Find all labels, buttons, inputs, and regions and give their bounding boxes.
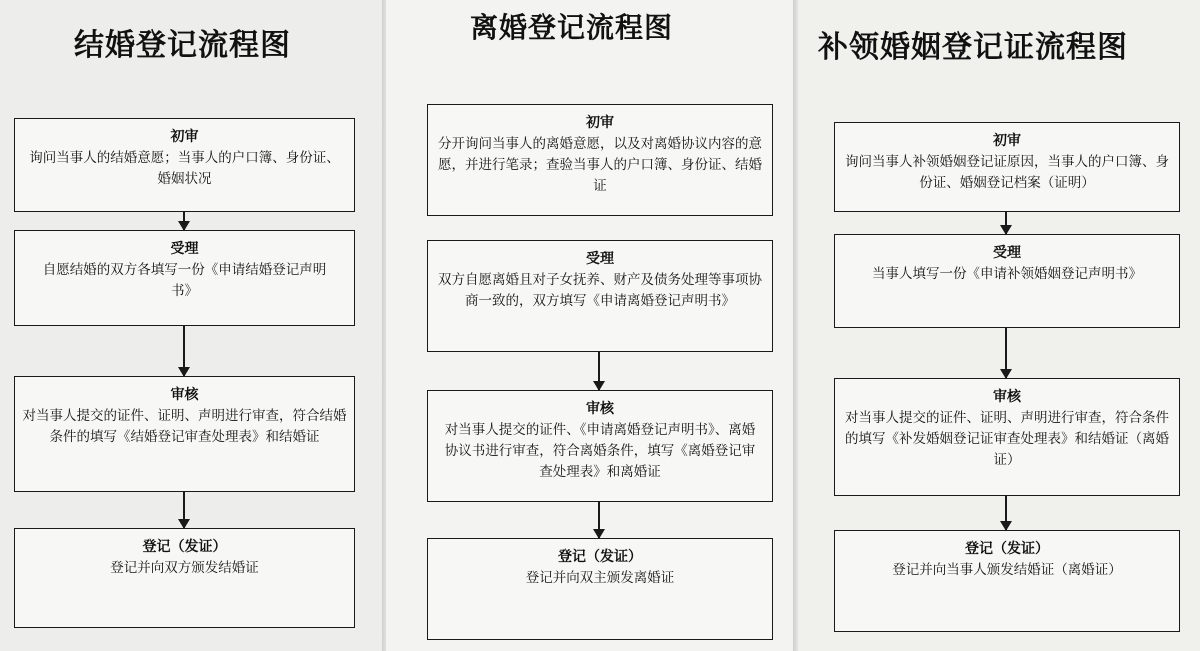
step-heading: 受理: [170, 241, 199, 257]
step-heading: 审核: [586, 401, 614, 417]
step-heading: 审核: [170, 387, 199, 403]
flow-arrow: [598, 502, 600, 538]
step-heading: 登记（发证）: [142, 539, 227, 555]
step-description: 对当事人提交的证件、证明、声明进行审查，符合结婚条件的填写《结婚登记审查处理表》和结婚证: [22, 408, 347, 445]
step-heading: 登记（发证）: [965, 541, 1049, 557]
step-description: 询问当事人的结婚意愿；当事人的户口簿、身份证、婚姻状况: [29, 150, 340, 187]
flow-arrow: [1005, 212, 1007, 234]
reissue-step-acceptance: [834, 234, 1180, 328]
step-heading: 初审: [170, 129, 199, 145]
divorce-step-acceptance: [427, 240, 773, 352]
reissue-step-preliminary-review: [834, 122, 1180, 212]
step-heading: 受理: [993, 245, 1021, 261]
flow-arrow: [183, 212, 185, 230]
certificate-reissue-flowchart-panel: [798, 0, 1200, 651]
reissue-step-registration: [834, 530, 1180, 632]
reissue-step-audit: [834, 378, 1180, 496]
flow-arrow: [183, 492, 185, 528]
divorce-step-preliminary-review: [427, 104, 773, 216]
flow-arrow: [183, 326, 185, 376]
step-heading: 登记（发证）: [558, 549, 642, 565]
divorce-step-registration: [427, 538, 773, 640]
step-heading: 受理: [586, 251, 614, 267]
step-description: 对当事人提交的证件、《申请离婚登记声明书》、离婚协议书进行审查，符合离婚条件，填写《离婚登记审查处理表》和离婚证: [444, 422, 756, 480]
flow-arrow: [598, 352, 600, 390]
step-description: 登记并向双主颁发离婚证: [525, 570, 675, 586]
flow-arrow: [1005, 496, 1007, 530]
marriage-flowchart-title: 结婚登记流程图: [74, 28, 291, 63]
reissue-flowchart-title: 补领婚姻登记证流程图: [818, 30, 1128, 65]
step-description: 双方自愿离婚且对子女抚养、财产及债务处理等事项协商一致的，双方填写《申请离婚登记声明书》: [438, 272, 762, 309]
step-description: 登记并向当事人颁发结婚证（离婚证）: [892, 562, 1122, 578]
marriage-step-audit: [14, 376, 355, 492]
divorce-step-audit: [427, 390, 773, 502]
marriage-step-registration: [14, 528, 355, 628]
step-description: 询问当事人补领婚姻登记证原因，当事人的户口簿、身份证、婚姻登记档案（证明）: [845, 154, 1169, 191]
step-description: 登记并向双方颁发结婚证: [110, 560, 259, 576]
step-description: 自愿结婚的双方各填写一份《申请结婚登记声明书》: [42, 262, 327, 299]
marriage-step-acceptance: [14, 230, 355, 326]
flow-arrow: [1005, 328, 1007, 378]
step-heading: 初审: [993, 133, 1021, 149]
divorce-flowchart-title: 离婚登记流程图: [470, 11, 674, 44]
marriage-step-preliminary-review: [14, 118, 355, 212]
step-heading: 审核: [993, 389, 1021, 405]
divorce-flowchart-panel: [386, 0, 794, 651]
step-description: 分开询问当事人的离婚意愿，以及对离婚协议内容的意愿，并进行笔录；查验当事人的户口簿、身份证、结婚证: [438, 136, 762, 194]
step-description: 对当事人提交的证件、证明、声明进行审查，符合条件的填写《补发婚姻登记证审查处理表》和结婚证（离婚证）: [845, 410, 1169, 468]
step-heading: 初审: [586, 115, 614, 131]
marriage-flowchart-panel: [0, 0, 382, 651]
step-description: 当事人填写一份《申请补领婚姻登记声明书》: [872, 266, 1142, 282]
